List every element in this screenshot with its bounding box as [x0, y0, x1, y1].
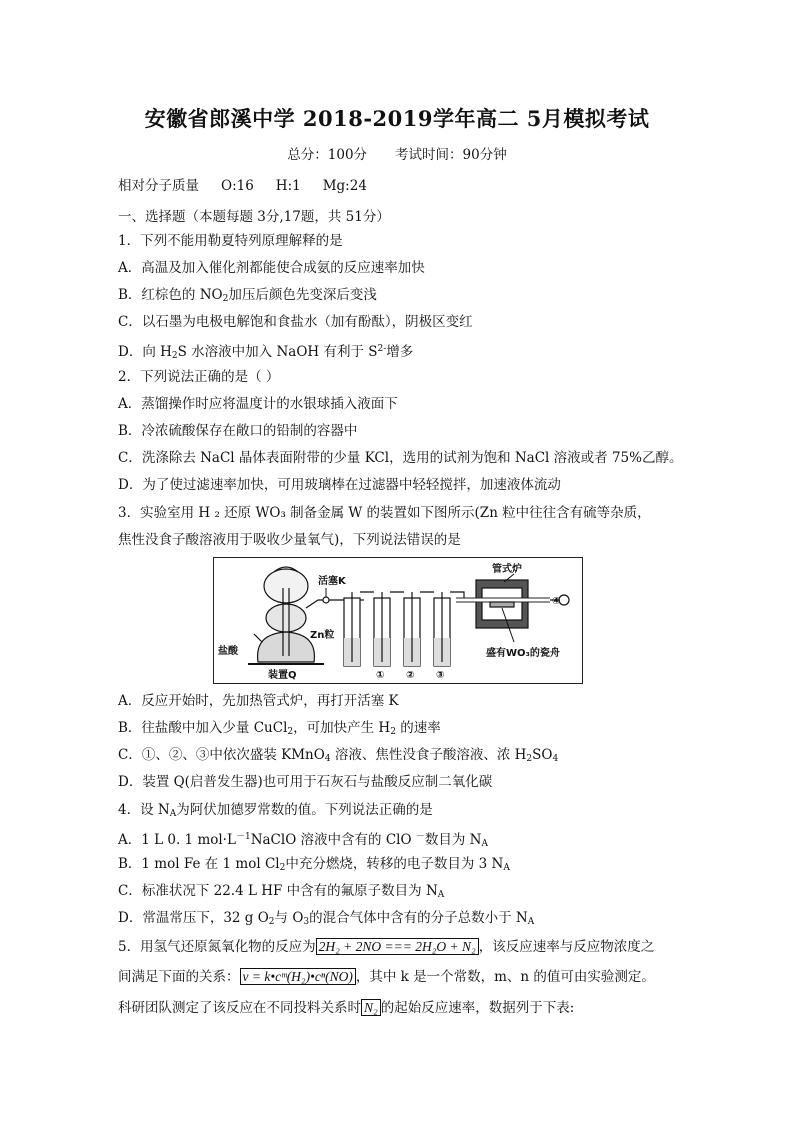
exam-time: 考试时间：90分钟: [395, 147, 507, 163]
q3-option-a: A．反应开始时，先加热管式炉，再打开活塞 K: [118, 693, 399, 709]
q3-option-d: D．装置 Q(启普发生器)也可用于石灰石与盐酸反应制二氧化碳: [118, 774, 493, 790]
boat-label: 盛有WO₃的瓷舟: [486, 648, 560, 659]
wash-bottles: [344, 592, 464, 666]
apparatus-diagram: [214, 558, 582, 683]
zn-label: Zn粒: [310, 630, 335, 641]
q2-stem: 2．下列说法正确的是（ ）: [118, 369, 280, 385]
q3-option-b: B．往盐酸中加入少量 CuCl$_2$，可加快产生 $H_2$ 的速率: [118, 720, 441, 737]
q5-stem-line2: 间满足下面的关系： v = k•cᵐ(H₂)•cⁿ(NO) ，其中 k 是一个常数，m、n 的值可由实验测定。: [118, 969, 655, 985]
rate-law-expression: v = k•cᵐ(H₂)•cⁿ(NO): [240, 968, 356, 985]
atomic-mass-line: 相对分子质量 O:16 H:1 Mg:24: [118, 178, 367, 194]
q3-option-c: C．①、②、③中依次盛装 KMnO$_4$ 溶液、焦性没食子酸溶液、浓 $H_2SO_4$: [118, 747, 559, 764]
total-score: 总分：100分: [287, 147, 368, 163]
q2-option-d: D．为了使过滤速率加快，可用玻璃棒在过滤器中轻轻搅拌，加速液体流动: [118, 477, 561, 493]
q4-option-d: D．常温常压下，32 g $O_2$与 $O_3$的混合气体中含有的分子总数小于 $N_A$: [118, 910, 535, 927]
page-title: 安徽省郎溪中学 2018-2019学年高二 5月模拟考试: [144, 106, 650, 131]
q4-option-a: A．1 L 0. 1 $mol\cdot L^{-1}NaClO$ 溶液中含有的 ClO －数目为 $N_A$: [118, 832, 488, 849]
q3-stem-line1: 3．实验室用 H ₂ 还原 WO₃ 制备金属 W 的装置如下图所示(Zn 粒中往往含有硫等杂质，: [118, 505, 651, 521]
reaction-equation: 2H₂ + 2NO === 2H₂O + N₂: [316, 938, 479, 955]
bottle-3-label: ③: [436, 670, 445, 681]
q1-option-c: C．以石墨为电极电解饱和食盐水（加有酚酞），阴极区变红: [118, 314, 473, 330]
q4-stem: 4．设 $N_A$为阿伏加德罗常数的值。下列说法正确的是: [118, 802, 433, 819]
q2-option-c: C．洗涤除去 NaCl 晶体表面附带的少量 KCl，选用的试剂为饱和 NaCl 溶液或者 75%乙醇。: [118, 450, 683, 466]
device-label: 装置Q: [268, 670, 297, 681]
q1-option-d: D．向 $H_2S$ 水溶液中加入 NaOH 有利于 $S^{2-}$增多: [118, 344, 414, 361]
furnace-label: 管式炉: [492, 564, 522, 575]
section-title: 一、选择题（本题每题 3分,17题，共 51分）: [118, 209, 390, 225]
bottle-2-label: ②: [406, 670, 415, 681]
bottle-1-label: ①: [376, 670, 385, 681]
kipp-generator: [248, 567, 324, 664]
q4-option-c: C．标准状况下 22.4 L HF 中含有的氟原子数目为 $N_A$: [118, 883, 445, 900]
exam-info: [0, 146, 794, 164]
q1-stem: 1．下列不能用勒夏特列原理解释的是: [118, 233, 343, 249]
q5-stem-line3: 科研团队测定了该反应在不同投料关系时 N₂ 的起始反应速率，数据列于下表:: [118, 1000, 575, 1016]
q4-option-b: B．1 mol Fe 在 1 mol $Cl_2$中充分燃烧，转移的电子数目为 3 $N_A$: [118, 856, 510, 873]
valve-label: 活塞K: [318, 576, 346, 587]
n2-boxed: N₂: [361, 999, 381, 1016]
q2-option-a: A．蒸馏操作时应将温度计的水银球插入液面下: [118, 396, 398, 412]
apparatus-figure: [213, 557, 583, 684]
q5-stem-line1: 5．用氢气还原氮氧化物的反应为 2H₂ + 2NO === 2H₂O + N₂ ，该反应速率与反应物浓度之: [118, 939, 655, 955]
q3-stem-line2: 焦性没食子酸溶液用于吸收少量氧气)，下列说法错误的是: [118, 532, 461, 548]
q2-option-b: B．冷浓硫酸保存在敞口的铅制的容器中: [118, 423, 358, 439]
q1-option-a: A．高温及加入催化剂都能使合成氨的反应速率加快: [118, 260, 425, 276]
outlet-4-label: ④: [552, 596, 561, 607]
q1-option-b: B．红棕色的 $NO_2$加压后颜色先变深后变浅: [118, 287, 377, 304]
acid-label: 盐酸: [218, 646, 238, 657]
